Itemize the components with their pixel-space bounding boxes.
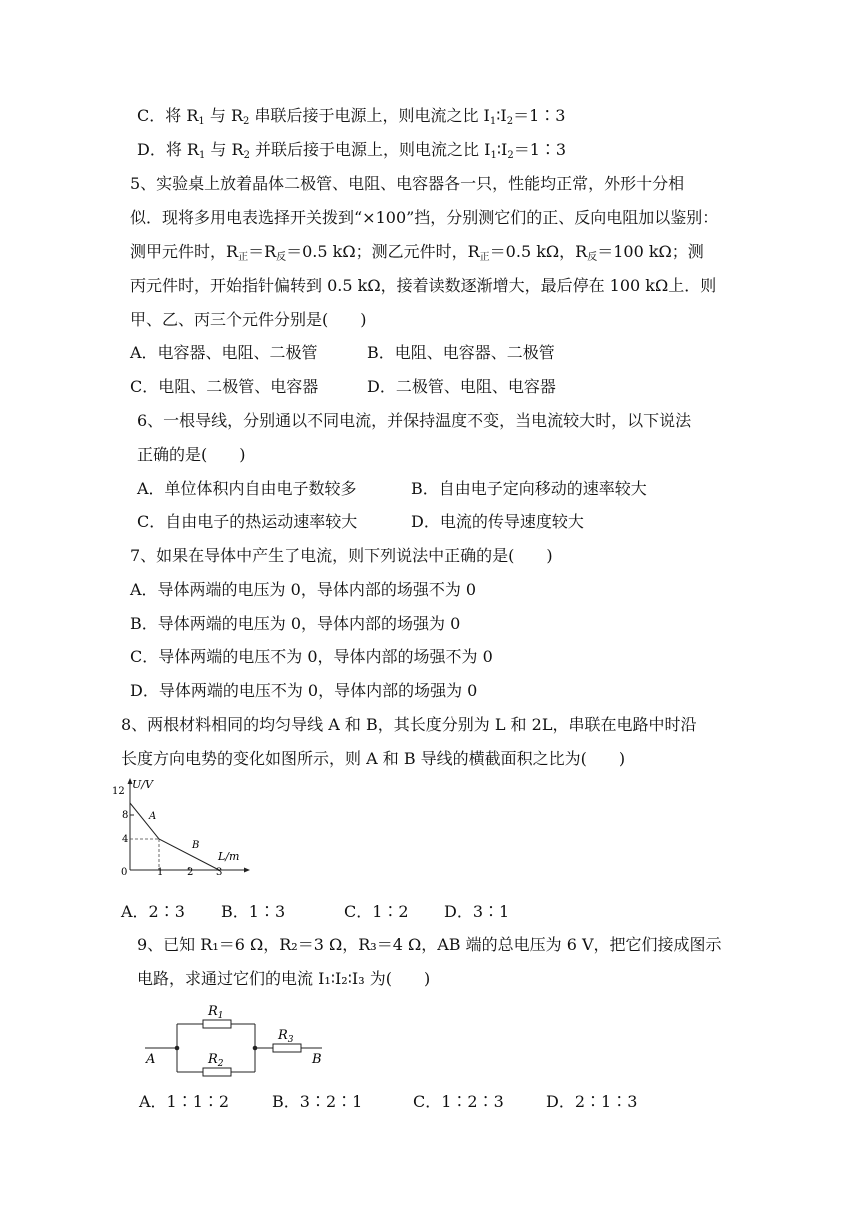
x-tick-label: 3 xyxy=(216,867,223,878)
q9-stem-line-1: 9、已知 R₁＝6 Ω，R₂＝3 Ω，R₃＝4 Ω，AB 端的总电压为 6 V，把它们接成图示 xyxy=(137,935,722,954)
q5-stem-line-1: 5、实验桌上放着晶体二极管、电阻、电容器各一只，性能均正常，外形十分相 xyxy=(130,174,685,193)
q6-options-ab xyxy=(137,479,647,499)
text-run: ＝0.5 kΩ，R xyxy=(489,242,588,261)
q7-option-d: D．导体两端的电压不为 0，导体内部的场强为 0 xyxy=(130,681,478,700)
segment-label-a: A xyxy=(149,811,157,822)
text-run: 与 R xyxy=(205,140,244,159)
q4-option-d xyxy=(137,140,566,160)
r2-label xyxy=(207,1052,224,1069)
subscript: 1 xyxy=(198,150,206,161)
text-run: ∶I xyxy=(496,106,507,125)
resistor-r2 xyxy=(203,1068,231,1076)
q6-stem-line-1: 6、一根导线，分别通以不同电流，并保持温度不变，当电流较大时，以下说法 xyxy=(137,411,692,430)
q5-stem-line-2: 似．现将多用电表选择开关拨到“×100”挡，分别测它们的正、反向电阻加以鉴别： xyxy=(130,208,719,227)
q8-option-c: C．1∶2 xyxy=(344,902,409,921)
subscript: 2 xyxy=(506,116,514,127)
q9-option-c: C．1∶2∶3 xyxy=(413,1092,504,1111)
q6-option-c: C．自由电子的热运动速率较大 xyxy=(137,512,358,531)
q5-stem-line-3 xyxy=(130,242,704,268)
x-tick-label: 0 xyxy=(121,867,128,878)
subscript: 反 xyxy=(276,252,287,263)
label-subscript: 2 xyxy=(217,1059,224,1069)
q9-option-d: D．2∶1∶3 xyxy=(546,1092,638,1111)
q5-option-b: B．电阻、电容器、二极管 xyxy=(367,343,555,362)
subscript: 1 xyxy=(198,116,205,127)
q9-stem-line-2: 电路，求通过它们的电流 I₁∶I₂∶I₃ 为( ) xyxy=(137,969,431,988)
y-tick-label: 12 xyxy=(112,786,125,797)
text-run: 测甲元件时，R xyxy=(130,242,239,261)
x-tick-label: 1 xyxy=(157,867,164,878)
q5-option-c: C．电阻、二极管、电容器 xyxy=(130,377,319,396)
text-run: ＝1∶3 xyxy=(513,106,566,125)
subscript: 1 xyxy=(489,116,497,127)
text-run: 串联后接于电源上，则电流之比 I xyxy=(249,106,490,125)
text-run: ＝1∶3 xyxy=(513,140,567,159)
q5-options-ab xyxy=(130,343,555,363)
text-run: ＝100 kΩ；测 xyxy=(597,242,704,261)
q7-option-b: B．导体两端的电压为 0，导体内部的场强为 0 xyxy=(130,614,461,633)
q7-option-c: C．导体两端的电压不为 0，导体内部的场强不为 0 xyxy=(130,647,493,666)
q5-stem-line-4: 丙元件时，开始指针偏转到 0.5 kΩ，接着读数逐渐增大，最后停在 100 kΩ上．则 xyxy=(130,276,717,295)
q8-option-a: A．2∶3 xyxy=(121,902,185,921)
text-run: ＝R xyxy=(248,242,277,261)
label-main: R xyxy=(208,1004,218,1019)
y-tick-label: 4 xyxy=(122,834,129,845)
subscript: 1 xyxy=(490,150,497,161)
terminal-b-label: B xyxy=(312,1052,322,1067)
r1-label xyxy=(207,1004,224,1021)
x-axis-arrow xyxy=(244,868,250,873)
x-axis-label: L/m xyxy=(218,850,240,863)
q9-option-b: B．3∶2∶1 xyxy=(272,1092,363,1111)
q6-option-a: A．单位体积内自由电子数较多 xyxy=(137,479,357,498)
r3-label xyxy=(277,1028,294,1045)
q7-option-a: A．导体两端的电压为 0，导体内部的场强不为 0 xyxy=(130,580,477,599)
subscript: 2 xyxy=(507,150,514,161)
q7-stem: 7、如果在导体中产生了电流，则下列说法中正确的是( ) xyxy=(130,546,553,565)
resistor-r3 xyxy=(273,1044,301,1052)
q8-option-b: B．1∶3 xyxy=(221,902,286,921)
q9-option-a: A．1∶1∶2 xyxy=(139,1092,230,1111)
label-main: R xyxy=(208,1052,218,1067)
potential-line xyxy=(130,803,219,870)
q9-options xyxy=(139,1092,637,1112)
q8-potential-graph xyxy=(112,775,252,880)
text-run: ＝0.5 kΩ；测乙元件时，R xyxy=(286,242,480,261)
y-axis-label: U/V xyxy=(132,778,153,791)
subscript: 正 xyxy=(479,252,490,263)
segment-label-b: B xyxy=(192,840,200,851)
subscript: 2 xyxy=(243,150,250,161)
text-run: 并联后接于电源上，则电流之比 I xyxy=(249,140,491,159)
subscript: 2 xyxy=(243,116,250,127)
subscript: 正 xyxy=(238,252,249,263)
label-main: R xyxy=(278,1028,288,1043)
subscript: 反 xyxy=(587,252,598,263)
q8-options xyxy=(121,902,509,922)
q5-options-cd xyxy=(130,377,556,397)
text-run: ∶I xyxy=(496,140,508,159)
terminal-a-label: A xyxy=(146,1052,156,1067)
x-tick-label: 2 xyxy=(187,867,194,878)
q8-stem-line-2: 长度方向电势的变化如图所示，则 A 和 B 导线的横截面积之比为( ) xyxy=(121,749,626,768)
q6-stem-line-2: 正确的是( ) xyxy=(137,445,246,464)
q6-option-b: B．自由电子定向移动的速率较大 xyxy=(411,479,647,498)
text-run: D．将 R xyxy=(137,140,199,159)
q6-option-d: D．电流的传导速度较大 xyxy=(411,512,584,531)
q5-stem-line-5: 甲、乙、丙三个元件分别是( ) xyxy=(130,310,367,329)
q8-option-d: D．3∶1 xyxy=(444,902,510,921)
y-tick-label: 8 xyxy=(122,810,129,821)
q6-options-cd xyxy=(137,512,584,532)
text-run: C．将 R xyxy=(137,106,199,125)
text-run: 与 R xyxy=(204,106,243,125)
q9-circuit-diagram xyxy=(140,995,340,1080)
q8-stem-line-1: 8、两根材料相同的均匀导线 A 和 B，其长度分别为 L 和 2L，串联在电路中时沿 xyxy=(121,715,697,734)
label-subscript: 1 xyxy=(217,1011,224,1021)
resistor-r1 xyxy=(203,1020,231,1028)
label-subscript: 3 xyxy=(287,1035,294,1045)
q5-option-d: D．二极管、电阻、电容器 xyxy=(367,377,556,396)
q4-option-c xyxy=(137,106,565,126)
q5-option-a: A．电容器、电阻、二极管 xyxy=(130,343,318,362)
